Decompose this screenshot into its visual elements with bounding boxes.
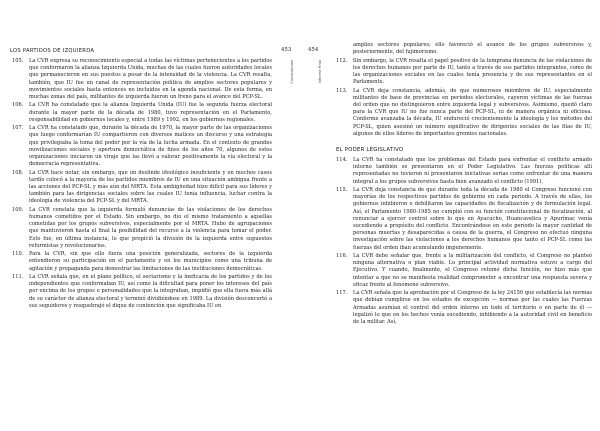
- paragraph-number: 106.: [12, 102, 24, 109]
- paragraph-number: 113.: [336, 87, 348, 94]
- section-title: EL PODER LEGISLATIVO: [336, 147, 404, 154]
- paragraph-number: 114.: [336, 157, 348, 164]
- paragraph-text: La CVR señala que, en el plano político, el sectarismo y la ineficacia de los partidos y de los independientes que conformaban IU, así como la dificultad para poner los intereses del país por encima de los grupos o personalidades que la integraban, impidió que ella fuera más allá de su carácter de alianza electoral y terminó dividiéndose en 1989. La división desconcertó a sus seguidores y resquebrajó el dique de contención que significaba IU en: [29, 274, 272, 309]
- paragraph: [336, 58, 592, 87]
- paragraph-text: amplios sectores populares; ello favoreció el avance de los grupos subversivos y, posteriormente, del fujimorismo.: [353, 42, 592, 56]
- paragraph-text: La CVR ha constatado que la alianza Izquierda Unida (IU) fue la segunda fuerza electoral durante la mayor parte de la década de 1980, tuvo representación en el Parlamento, responsabilidad en gobiernos locales y, entre 1989 y 1992, en los gobiernos regionales.: [29, 102, 272, 123]
- paragraph-number: 111.: [12, 274, 24, 281]
- paragraph-number: 110.: [12, 251, 24, 258]
- right-column: [336, 42, 592, 327]
- paragraph-continuation: [336, 42, 592, 56]
- paragraph-number: 115.: [336, 187, 348, 194]
- left-page: [0, 0, 298, 431]
- paragraph-text: Sin embargo, la CVR resalta el papel positivo de la temprana denuncia de las violaciones de los derechos humanos por parte de IU, tanto a través de sus partidos integrantes, como de las organizaciones sociales en las cuales tenía presencia y de sus representantes en el Parlamento.: [353, 57, 592, 86]
- paragraph-text: La CVR ha constatado que, durante la década de 1970, la mayor parte de las organizaciones que luego conformarían IU compartieron con diversos matices un discurso y una estrategia que privilegiaba la toma del poder por la vía de la lucha armada. En el contexto de grandes movilizaciones sociales y apertura democrática de fines de los años 70, algunos de estos organizaciones iniciaron un viraje que las llevó a valorar positivamente la vía electoral y la democracia representativa.: [29, 125, 272, 168]
- vertical-label: Conclusiones: [290, 60, 294, 84]
- paragraph-number: 116.: [336, 253, 348, 260]
- paragraph: [12, 125, 272, 168]
- paragraph-number: 109.: [12, 206, 24, 213]
- paragraph: [12, 170, 272, 206]
- paragraph: [12, 58, 272, 101]
- paragraph: [336, 157, 592, 186]
- left-column: [12, 58, 272, 311]
- paragraph-text: La CVR expresa su reconocimiento especial a todas las víctimas pertenecientes a los partidos que conformaron la alianza Izquierda Unida, muchas de las cuales fueron autoridades locales que permanecieron en sus puestos a pesar de la intensidad de la violencia. La CVR resalta, también, que IU fue un canal de representación política de amplios sectores populares y movimientos sociales hasta entonces no incluidos en la agenda nacional. De esta forma, en muchas zonas del país, militantes de izquierda fueron un freno para el avance del PCP-SL.: [29, 58, 272, 101]
- paragraph: [336, 187, 592, 252]
- paragraph: [12, 274, 272, 310]
- paragraph-text: La CVR ha constatado que los problemas del Estado para enfrentar el conflicto armado interno también se presentaron en el Poder Legislativo. Las fuerzas políticas allí representadas no tuvieron ni presentaron iniciativas serias como enfrentar de una manera integral a los grupos subversivos hasta bien avanzado el conflicto (1991).: [353, 157, 592, 185]
- paragraph-text: La CVR constata que la izquierda formuló denuncias de las violaciones de los derechos humanos cometidos por el Estado. Sin embargo, no dio el mismo tratamiento a aquellas cometidas por los grupos subversivos, especialmente por el MRTA. Hubo de agrupaciones que mantuvieron hasta el final la posibilidad del recurso a la violencia para tomar el poder. Esto fue, en última instancia, lo que propició la división de la izquierda entre supuestos reformistas y revolucionarios.: [29, 206, 272, 249]
- paragraph-text: La CVR señala que la aprobación por el Congreso de la ley 24150 que establecía las normas que debían cumplirse en los estados de excepción — normas por las cuales las Fuerzas Armadas asumían el control del orden interno en todo el territorio o en parte de él — legalizó lo que en los hechos venía sucediendo, inhibiendo a la autoridad civil en beneficio de la militar. Así,: [353, 290, 592, 326]
- paragraph-number: 107.: [12, 125, 24, 132]
- paragraph-text: La CVR deja constancia, además, de que numerosos miembros de IU, especialmente militantes de base de provincias en períodos electorales, cayeron víctimas de las fuerzas del orden que no distinguieron entre izquierda legal y subversivos. Asimismo, quedó claro para la CVR que IU no fue nunca parte del PCP-SL, ni de manera orgánica ni oficiosa. Conforme avanzaba la década, IU endureció crecientemente la ideología y los métodos del PCP-SL, quien asesinó un número significativo de dirigentes sociales de las filas de IU, algunos de ellos líderes de importantes gremios nacionales.: [353, 87, 592, 137]
- running-header: LOS PARTIDOS DE IZQUIERDA: [10, 48, 95, 54]
- paragraph-text: La CVR deja constancia de que durante toda la década de 1980 el Congreso funcionó con mayorías de los respectivos partidos de gobierno en cada período. A través de ellas, los gobiernos inhibieron o debilitaron las capacidades de fiscalización y de formulación legal. Así, el Parlamento 1980-1985 no cumplió con su función constitucional de fiscalización, al renunciar a ejercer control sobre lo que en Ayacucho, Huancavelica y Apurímac venía sucediendo a propósito del conflicto. Encontrándose en este período la mayor cantidad de personas muertas y desaparecidas a causa de la guerra, el Congreso no efectuó ninguna investigación sobre las violaciones a los derechos humanos que tanto el PCP-SL como las fuerzas del orden iban acumulando impunemente.: [353, 187, 592, 251]
- page-number: 454: [308, 47, 319, 53]
- paragraph: [12, 207, 272, 250]
- paragraph: [336, 88, 592, 138]
- paragraph-text: La CVR hace notar, sin embargo, que un deslinde ideológico insuficiente y en muchos casos tardío colocó a la mayoría de los partidos miembros de IU en una situación ambigua frente a las acciones del PCP-SL y más aún del MRTA. Esta ambigüedad hizo difícil para sus líderes y también para las dirigencias sociales sobre las cuales IU tenía influencia, luchar contra la ideología de violencia del PCP-SL y del MRTA.: [29, 169, 272, 205]
- paragraph: [336, 290, 592, 326]
- paragraph-number: 117.: [336, 290, 348, 297]
- vertical-label: Informe Final: [318, 60, 322, 84]
- page-number: 453: [281, 47, 292, 53]
- paragraph: [336, 253, 592, 289]
- paragraph-number: 108.: [12, 169, 24, 176]
- paragraph-number: 105.: [12, 58, 24, 64]
- paragraph: [12, 102, 272, 124]
- paragraph: [12, 251, 272, 273]
- paragraph-text: La CVR debe señalar que, frente a la militarización del conflicto, el Congreso no planteó ninguna alternativa o plan viable. Lo principal actividad normativa estuvo a cargo del Ejecutivo. Y cuando, finalmente, el Congreso retomó dicha función, no hizo más que intentar a que no se manifiesta realidad comprometer a encontrar una respuesta severa y eficaz frente al fenómeno subversivo.: [353, 253, 592, 288]
- right-page: [302, 0, 600, 431]
- paragraph-number: 112.: [336, 57, 348, 64]
- paragraph-text: Para la CVR, sin que ello fuera una posición generalizada, sectores de la izquierda entendieron su participación en el parlamento y en los municipios como una tribuna de agitación y propaganda para demostrar las limitaciones de las instituciones democráticas.: [29, 251, 272, 272]
